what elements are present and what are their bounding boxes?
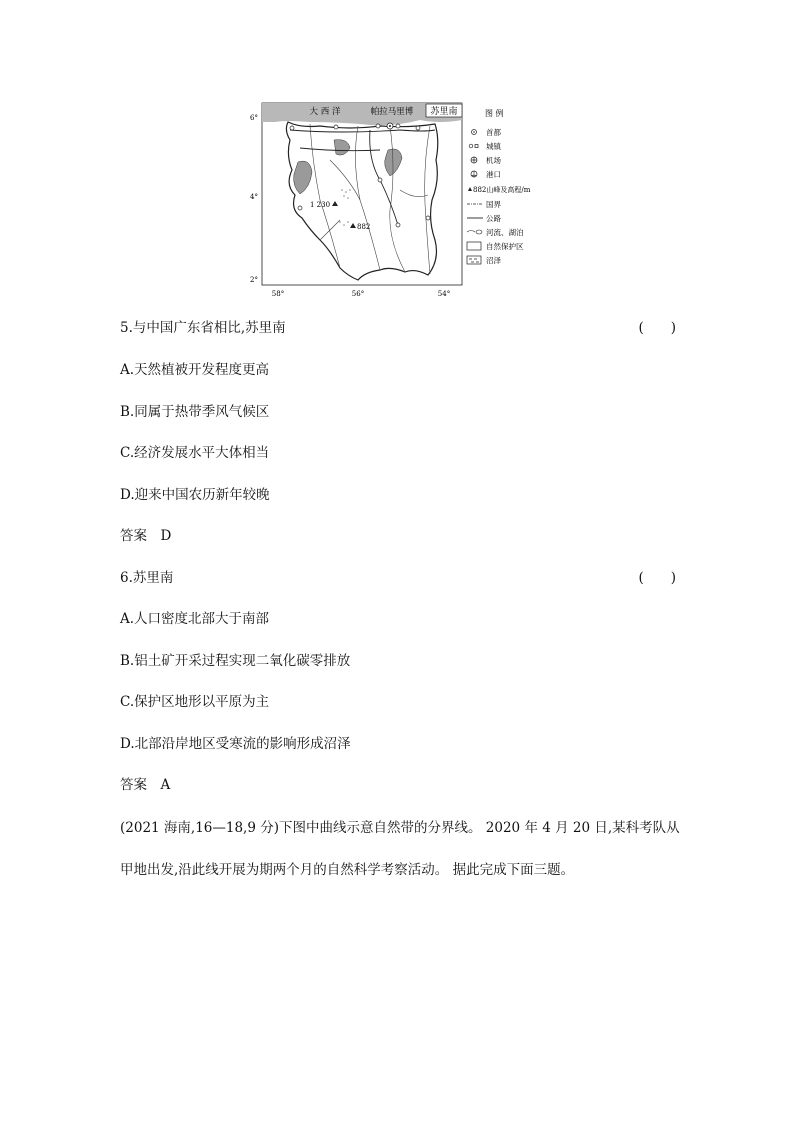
legend-item-river-lake: 河流、湖泊 xyxy=(486,228,524,237)
q6-answer-paren: ( ) xyxy=(638,570,676,586)
suriname-map xyxy=(240,100,531,305)
q5-stem: 5.与中国广东省相比,苏里南 xyxy=(120,320,286,336)
q6-stem: 6.苏里南 xyxy=(120,570,174,586)
legend-item-border: 国界 xyxy=(486,200,501,209)
lat-label-2: 2° xyxy=(250,276,258,284)
legend-item-road: 公路 xyxy=(486,214,501,223)
q6-option-a: A.人口密度北部大于南部 xyxy=(120,611,270,627)
peak-882-label: 882 xyxy=(357,223,371,231)
town-icon xyxy=(469,144,473,148)
q5-answer-paren: ( ) xyxy=(638,320,676,336)
ocean-label: 大 西 洋 xyxy=(309,107,341,117)
swamp-icon xyxy=(467,256,481,264)
q6-option-c: C.保护区地形以平原为主 xyxy=(120,694,270,710)
q6-option-d: D.北部沿岸地区受寒流的影响形成沼泽 xyxy=(120,736,351,752)
legend-title: 图 例 xyxy=(485,109,504,118)
intro-line-2: 甲地出发,沿此线开展为期两个月的自然科学考察活动。 据此完成下面三题。 xyxy=(120,862,575,878)
country-label: 苏里南 xyxy=(430,107,458,117)
peak-1230-label: 1 230 xyxy=(310,201,331,209)
lon-label-56: 56° xyxy=(351,290,365,298)
q6-option-b: B.铝土矿开采过程实现二氧化碳零排放 xyxy=(120,653,351,669)
legend-item-capital: 首都 xyxy=(486,128,501,137)
peak-icon xyxy=(468,187,472,191)
lat-label-6: 6° xyxy=(250,114,258,122)
legend-item-port: 港口 xyxy=(486,170,501,179)
river-lake-icon xyxy=(467,231,475,233)
q6-answer: 答案 A xyxy=(120,777,171,793)
q5-option-a: A.天然植被开发程度更高 xyxy=(120,362,270,378)
lat-label-4: 4° xyxy=(250,193,258,201)
legend-item-peak: 882山峰及高程/m xyxy=(473,186,531,194)
intro-line-1: (2021 海南,16—18,9 分)下图中曲线示意自然带的分界线。 2020 年 4 月 20 日,某科考队从 xyxy=(120,820,680,836)
q5-option-c: C.经济发展水平大体相当 xyxy=(120,445,270,461)
q5-option-b: B.同属于热带季风气候区 xyxy=(120,404,270,420)
legend-item-reserve: 自然保护区 xyxy=(486,242,524,251)
legend-item-swamp: 沼泽 xyxy=(486,256,501,265)
capital-label: 帕拉马里博 xyxy=(370,107,414,117)
lon-label-54: 54° xyxy=(437,290,451,298)
reserve-icon xyxy=(467,242,481,250)
q5-option-d: D.迎来中国农历新年较晚 xyxy=(120,487,270,503)
map-legend xyxy=(467,108,531,265)
legend-item-town: 城镇 xyxy=(486,142,501,151)
lon-label-58: 58° xyxy=(271,290,285,298)
legend-item-airport: 机场 xyxy=(486,156,501,165)
q5-answer: 答案 D xyxy=(120,528,172,544)
